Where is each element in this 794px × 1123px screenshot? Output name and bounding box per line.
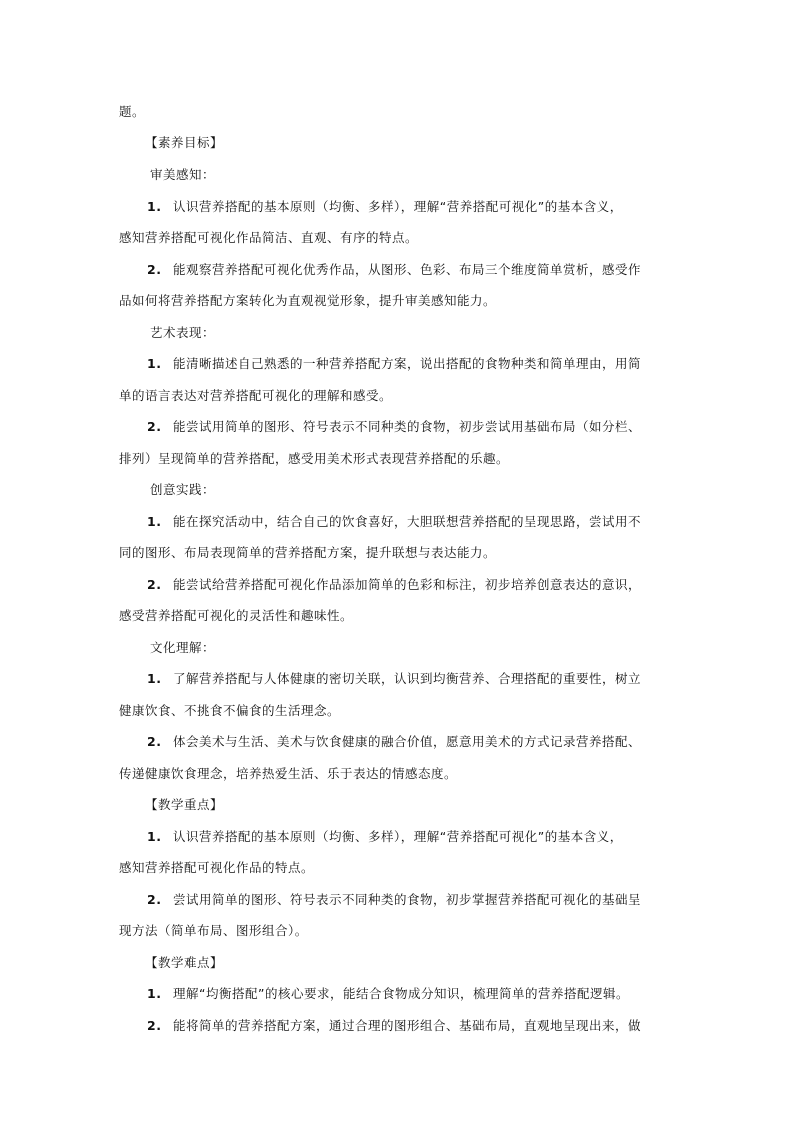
section-heading-teaching-difficulty: 【教学难点】 — [145, 955, 224, 970]
subheading-aesthetic-perception: 审美感知： — [150, 167, 216, 182]
numbered-item: 2. 能尝试给营养搭配可视化作品添加简单的色彩和标注，初步培养创意表达的意识， — [147, 577, 642, 592]
text-line: 同的图形、布局表现简单的营养搭配方案，提升联想与表达能力。 — [119, 545, 497, 560]
text-line: 健康饮食、不挑食不偏食的生活理念。 — [119, 703, 341, 718]
item-number: 2. — [147, 892, 162, 907]
numbered-item: 2. 体会美术与生活、美术与饮食健康的融合价值，愿意用美术的方式记录营养搭配、 — [147, 734, 642, 749]
text-line: 现方法（简单布局、图形组合）。 — [119, 923, 308, 938]
item-number: 2. — [147, 419, 162, 434]
subheading-cultural-understanding: 文化理解： — [150, 640, 216, 655]
numbered-item: 1. 理解“均衡搭配”的核心要求，能结合食物成分知识，梳理简单的营养搭配逻辑。 — [147, 986, 629, 1001]
numbered-item: 1. 认识营养搭配的基本原则（均衡、多样），理解“营养搭配可视化”的基本含义， — [147, 199, 623, 214]
item-number: 1. — [147, 986, 162, 1001]
text-line: 感受营养搭配可视化的灵活性和趣味性。 — [119, 608, 354, 623]
section-heading-competency-goals: 【素养目标】 — [145, 135, 224, 150]
text-line: 传递健康饮食理念，培养热爱生活、乐于表达的情感态度。 — [119, 766, 458, 781]
item-number: 2. — [147, 1018, 162, 1033]
text-line: 题。 — [119, 104, 146, 119]
text-line: 感知营养搭配可视化作品的特点。 — [119, 860, 315, 875]
item-number: 1. — [147, 671, 162, 686]
numbered-item: 2. 能将简单的营养搭配方案，通过合理的图形组合、基础布局，直观地呈现出来，做 — [147, 1018, 642, 1033]
numbered-item: 2. 能尝试用简单的图形、符号表示不同种类的食物，初步尝试用基础布局（如分栏、 — [147, 419, 642, 434]
numbered-item: 2. 尝试用简单的图形、符号表示不同种类的食物，初步掌握营养搭配可视化的基础呈 — [147, 892, 642, 907]
item-number: 2. — [147, 262, 162, 277]
item-number: 2. — [147, 577, 162, 592]
section-heading-teaching-focus: 【教学重点】 — [145, 797, 224, 812]
numbered-item: 1. 能在探究活动中，结合自己的饮食喜好，大胆联想营养搭配的呈现思路，尝试用不 — [147, 514, 642, 529]
subheading-artistic-expression: 艺术表现： — [150, 325, 216, 340]
numbered-item: 1. 了解营养搭配与人体健康的密切关联，认识到均衡营养、合理搭配的重要性，树立 — [147, 671, 642, 686]
numbered-item: 1. 认识营养搭配的基本原则（均衡、多样），理解“营养搭配可视化”的基本含义， — [147, 829, 623, 844]
text-line: 感知营养搭配可视化作品简洁、直观、有序的特点。 — [119, 230, 419, 245]
item-number: 1. — [147, 829, 162, 844]
item-number: 1. — [147, 199, 162, 214]
numbered-item: 2. 能观察营养搭配可视化优秀作品，从图形、色彩、布局三个维度简单赏析，感受作 — [147, 262, 642, 277]
subheading-creative-practice: 创意实践： — [150, 482, 216, 497]
item-number: 1. — [147, 356, 162, 371]
numbered-item: 1. 能清晰描述自己熟悉的一种营养搭配方案，说出搭配的食物种类和简单理由，用简 — [147, 356, 642, 371]
text-line: 品如何将营养搭配方案转化为直观视觉形象，提升审美感知能力。 — [119, 293, 497, 308]
item-number: 1. — [147, 514, 162, 529]
text-line: 单的语言表达对营养搭配可视化的理解和感受。 — [119, 388, 393, 403]
item-number: 2. — [147, 734, 162, 749]
text-line: 排列）呈现简单的营养搭配，感受用美术形式表现营养搭配的乐趣。 — [119, 451, 510, 466]
